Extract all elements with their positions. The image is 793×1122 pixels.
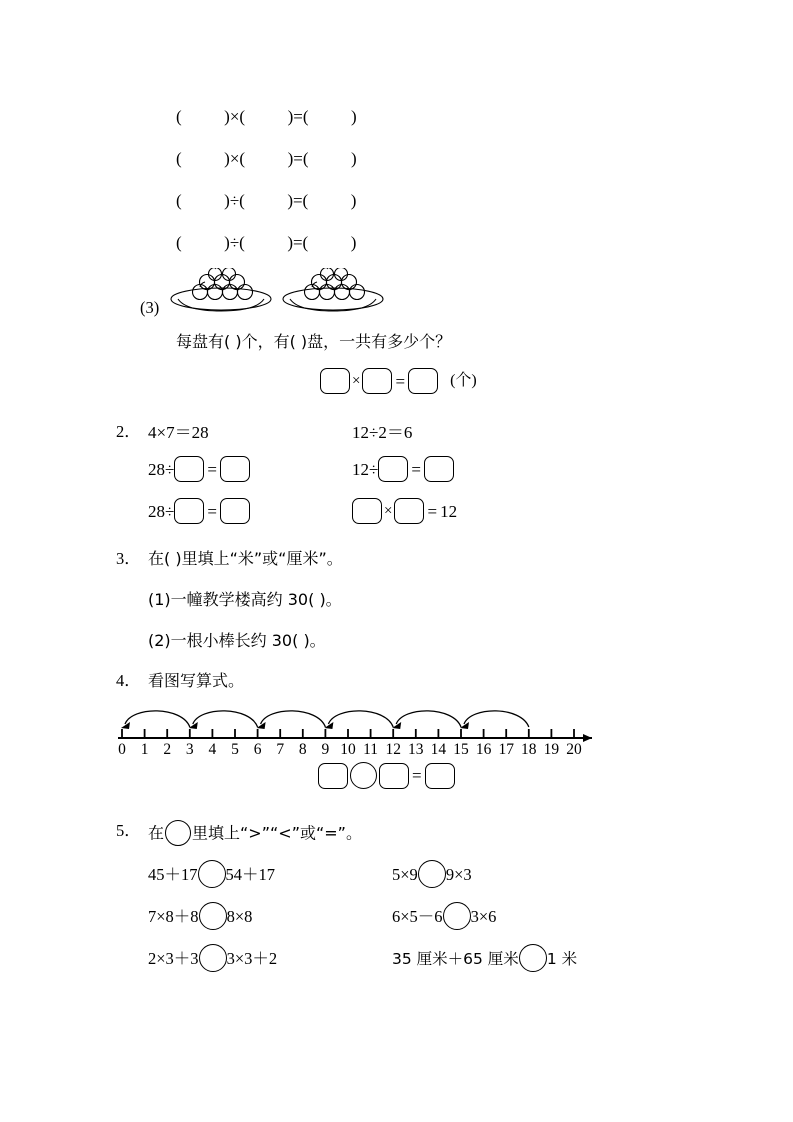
blank-equation-row-4: ( )÷( )=( ) xyxy=(176,233,357,252)
multiply-symbol: × xyxy=(352,372,361,389)
q5-prompt-before: 在 xyxy=(148,823,165,843)
svg-text:6: 6 xyxy=(253,741,262,755)
svg-text:9: 9 xyxy=(321,741,330,755)
q5-number: 5． xyxy=(116,821,141,840)
svg-text:12: 12 xyxy=(385,741,401,755)
fruit-plates-illustration xyxy=(168,268,388,321)
number-line-diagram xyxy=(112,700,622,760)
svg-text:19: 19 xyxy=(543,741,560,755)
q2-left-row-1-lead: 28÷ xyxy=(148,459,175,479)
q4-prompt: 看图写算式。 xyxy=(148,671,245,690)
answer-box[interactable] xyxy=(220,456,250,482)
q5-right-row-1-left: 5×9 xyxy=(392,864,418,884)
svg-text:16: 16 xyxy=(475,741,492,755)
answer-box[interactable] xyxy=(220,498,250,524)
q2-left-row-1 xyxy=(148,456,250,482)
svg-text:4: 4 xyxy=(208,741,217,755)
item-3-label: (3) xyxy=(140,298,160,317)
comparison-circle[interactable] xyxy=(418,860,446,888)
q5-left-row-1-left: 45＋17 xyxy=(148,864,198,884)
blank-equation-row-1: ( )×( )=( ) xyxy=(176,107,357,126)
equals-symbol: = xyxy=(427,501,438,521)
item-3-question: 每盘有( )个，有( )盘，一共有多少个？ xyxy=(176,332,452,351)
comparison-circle[interactable] xyxy=(199,944,227,972)
equals-symbol: = xyxy=(207,459,217,479)
equals-symbol: = xyxy=(412,766,422,785)
q2-right-row-1 xyxy=(352,456,454,482)
equals-symbol: = xyxy=(411,459,421,479)
answer-box[interactable] xyxy=(424,456,454,482)
answer-box[interactable] xyxy=(379,763,409,789)
svg-text:11: 11 xyxy=(363,741,379,755)
comparison-circle[interactable] xyxy=(199,902,227,930)
svg-text:17: 17 xyxy=(498,741,514,755)
svg-text:7: 7 xyxy=(276,741,285,755)
q2-given-right: 12÷2＝6 xyxy=(352,423,413,442)
q5-left-row-2 xyxy=(148,904,252,932)
comparison-circle[interactable] xyxy=(443,902,471,930)
svg-text:15: 15 xyxy=(453,741,469,755)
q2-right-row-2-trailing: 12 xyxy=(440,501,458,521)
svg-text:5: 5 xyxy=(231,741,239,755)
q2-right-row-2 xyxy=(352,498,457,524)
q5-right-row-3-right: 1 米 xyxy=(546,949,578,968)
q5-prompt xyxy=(148,821,362,847)
q5-right-row-2-left: 6×5－6 xyxy=(392,906,443,926)
q3-prompt: 在( )里填上“米”或“厘米”。 xyxy=(148,549,343,568)
q5-left-row-3 xyxy=(148,946,277,974)
q5-right-row-1 xyxy=(392,862,472,890)
q2-given-left: 4×7＝28 xyxy=(148,423,209,442)
answer-unit: (个) xyxy=(450,372,477,389)
q2-number: 2． xyxy=(116,422,141,441)
q5-right-row-2-right: 3×6 xyxy=(470,906,497,926)
q5-left-row-1 xyxy=(148,862,275,890)
q2-left-row-2 xyxy=(148,498,250,524)
q3-number: 3． xyxy=(116,549,141,568)
svg-text:1: 1 xyxy=(140,741,149,755)
answer-box[interactable] xyxy=(174,498,204,524)
svg-text:0: 0 xyxy=(118,741,126,755)
equals-symbol: = xyxy=(207,501,217,521)
equals-symbol: = xyxy=(395,371,406,391)
q5-right-row-2 xyxy=(392,904,496,932)
operator-circle[interactable] xyxy=(350,762,377,789)
q4-number: 4． xyxy=(116,671,141,690)
svg-text:13: 13 xyxy=(408,741,424,755)
blank-equation-row-3: ( )÷( )=( ) xyxy=(176,191,357,210)
answer-box[interactable] xyxy=(394,498,424,524)
q5-left-row-1-right: 54＋17 xyxy=(225,864,275,884)
answer-box[interactable] xyxy=(362,368,392,394)
svg-text:2: 2 xyxy=(163,741,172,755)
q5-left-row-3-left: 2×3＋3 xyxy=(148,948,199,968)
answer-box[interactable] xyxy=(320,368,350,394)
answer-box[interactable] xyxy=(378,456,408,482)
q5-left-row-3-right: 3×3＋2 xyxy=(226,948,278,968)
svg-text:14: 14 xyxy=(430,741,447,755)
q4-answer-equation xyxy=(318,762,455,789)
q5-prompt-after: 里填上“>”“<”或“=”。 xyxy=(192,823,362,843)
q5-left-row-2-left: 7×8＋8 xyxy=(148,906,199,926)
multiply-symbol: × xyxy=(384,502,393,519)
q2-left-row-2-lead: 28÷ xyxy=(148,501,175,521)
q3-sub-2: (2)一根小棒长约 30( )。 xyxy=(148,631,326,650)
answer-box[interactable] xyxy=(174,456,204,482)
comparison-circle[interactable] xyxy=(198,860,226,888)
item-3-answer-equation xyxy=(320,368,477,394)
q5-right-row-3-left: 35 厘米＋65 厘米 xyxy=(392,949,519,968)
svg-text:3: 3 xyxy=(185,741,194,755)
answer-box[interactable] xyxy=(408,368,438,394)
q5-right-row-3 xyxy=(392,946,577,974)
q2-right-row-1-lead: 12÷ xyxy=(352,459,379,479)
q5-left-row-2-right: 8×8 xyxy=(226,906,253,926)
svg-text:8: 8 xyxy=(298,741,307,755)
comparison-circle[interactable] xyxy=(165,820,191,846)
q3-sub-1: (1)一幢教学楼高约 30( )。 xyxy=(148,590,342,609)
answer-box[interactable] xyxy=(425,763,455,789)
blank-equation-row-2: ( )×( )=( ) xyxy=(176,149,357,168)
svg-text:20: 20 xyxy=(566,741,582,755)
answer-box[interactable] xyxy=(352,498,382,524)
answer-box[interactable] xyxy=(318,763,348,789)
svg-text:18: 18 xyxy=(521,741,537,755)
q5-right-row-1-right: 9×3 xyxy=(445,864,472,884)
comparison-circle[interactable] xyxy=(519,944,547,972)
svg-text:10: 10 xyxy=(340,741,356,755)
